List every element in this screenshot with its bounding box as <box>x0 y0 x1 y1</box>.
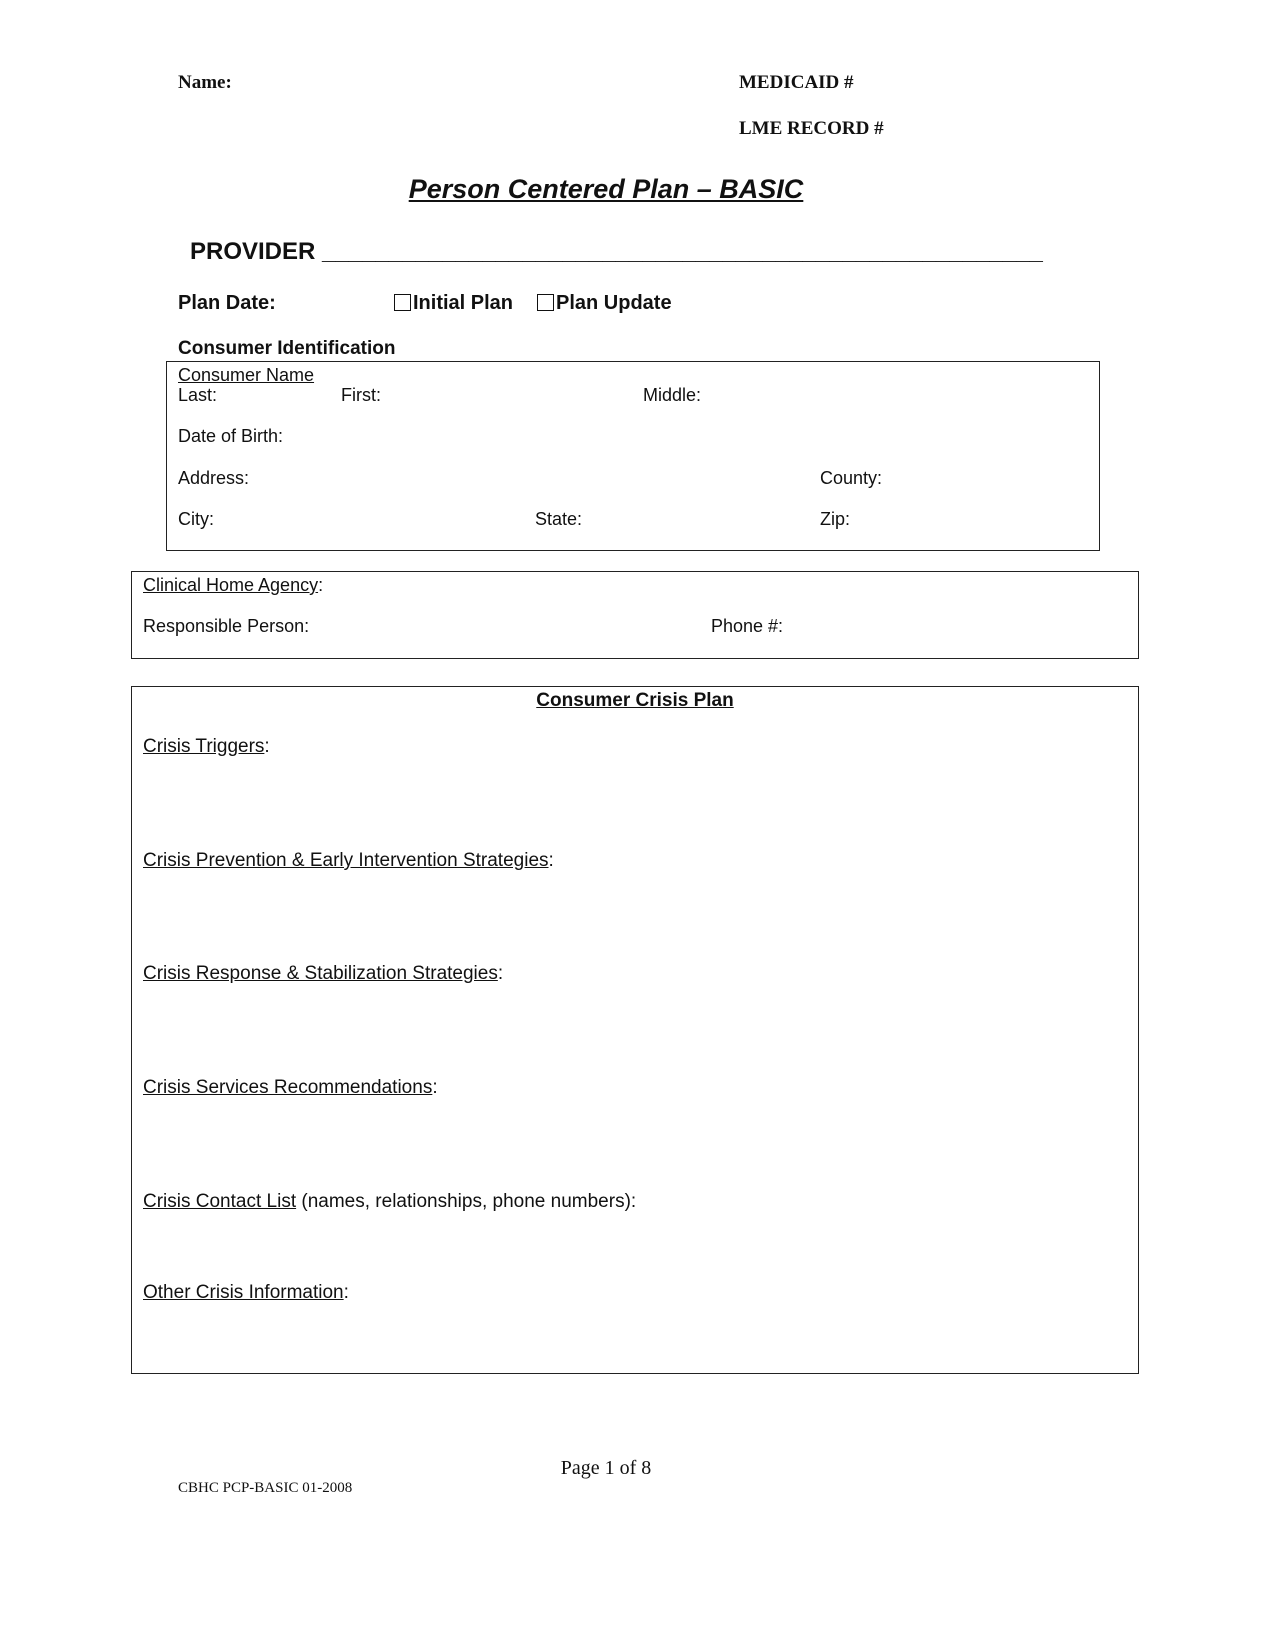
colon: : <box>432 1077 438 1098</box>
crisis-triggers-label: Crisis Triggers <box>143 736 265 757</box>
colon: : <box>548 850 554 871</box>
middle-name-label: Middle: <box>643 385 702 405</box>
last-name-label: Last: <box>178 385 218 405</box>
crisis-contact-suffix: (names, relationships, phone numbers): <box>296 1191 637 1212</box>
plan-update-option[interactable] <box>537 292 672 315</box>
crisis-response-row <box>143 963 503 985</box>
plan-date-label: Plan Date: <box>178 292 276 314</box>
dob-label: Date of Birth: <box>178 426 284 446</box>
crisis-response-label: Crisis Response & Stabilization Strategies <box>143 963 498 984</box>
name-label: Name: <box>178 72 232 93</box>
clinical-home-agency-label: Clinical Home Agency <box>143 575 319 595</box>
plan-update-checkbox[interactable] <box>537 294 554 311</box>
crisis-prevention-row <box>143 850 554 872</box>
crisis-services-label: Crisis Services Recommendations <box>143 1077 433 1098</box>
zip-label: Zip: <box>820 509 851 529</box>
other-crisis-label: Other Crisis Information <box>143 1282 344 1303</box>
phone-label: Phone #: <box>711 616 784 636</box>
state-label: State: <box>535 509 583 529</box>
responsible-person-label: Responsible Person: <box>143 616 310 636</box>
other-crisis-row <box>143 1282 349 1304</box>
provider-row <box>190 238 1043 266</box>
city-label: City: <box>178 509 214 529</box>
provider-line[interactable]: ______________________________________________________ <box>322 238 1043 265</box>
consumer-name-label: Consumer Name <box>178 365 315 385</box>
page-title: Person Centered Plan – BASIC <box>408 174 804 204</box>
plan-update-label: Plan Update <box>556 292 672 314</box>
crisis-triggers-row <box>143 736 270 758</box>
colon: : <box>343 1282 349 1303</box>
consumer-identification-heading: Consumer Identification <box>178 338 396 359</box>
initial-plan-checkbox[interactable] <box>394 294 411 311</box>
colon: : <box>497 963 504 984</box>
initial-plan-option[interactable] <box>394 292 513 315</box>
crisis-contact-row <box>143 1191 636 1213</box>
first-name-label: First: <box>341 385 381 405</box>
colon: : <box>264 736 270 757</box>
county-label: County: <box>820 468 883 488</box>
crisis-contact-label: Crisis Contact List <box>143 1191 297 1212</box>
crisis-plan-box <box>131 686 1139 1374</box>
clinical-home-agency-row <box>143 575 323 596</box>
lme-record-label: LME RECORD # <box>739 118 884 139</box>
crisis-plan-heading: Consumer Crisis Plan <box>536 690 734 711</box>
crisis-services-row <box>143 1077 438 1099</box>
form-id: CBHC PCP-BASIC 01-2008 <box>178 1480 353 1496</box>
address-label: Address: <box>178 468 250 488</box>
provider-label: PROVIDER <box>190 238 316 265</box>
colon: : <box>318 575 324 595</box>
page-number: Page 1 of 8 <box>560 1457 652 1479</box>
consumer-identification-box <box>166 361 1100 551</box>
initial-plan-label: Initial Plan <box>413 292 514 314</box>
crisis-prevention-label: Crisis Prevention & Early Intervention Strategies <box>143 850 549 871</box>
medicaid-label: MEDICAID # <box>739 72 854 93</box>
